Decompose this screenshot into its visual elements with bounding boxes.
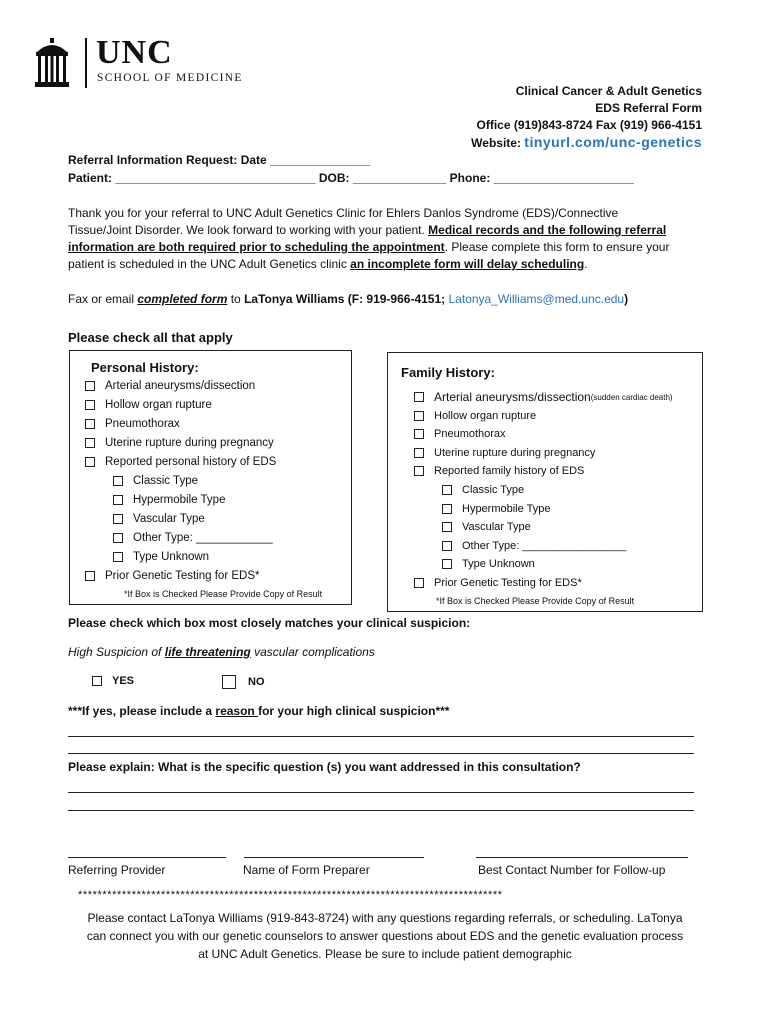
family-item-0[interactable] bbox=[414, 410, 536, 422]
checkbox[interactable] bbox=[113, 495, 123, 505]
checkbox[interactable] bbox=[414, 392, 424, 402]
family-item-3[interactable] bbox=[414, 465, 584, 477]
personal-prior-testing[interactable] bbox=[85, 570, 259, 582]
family-subitem-1-label: Hypermobile Type bbox=[462, 503, 551, 515]
family-prior-testing-label: Prior Genetic Testing for EDS* bbox=[434, 577, 582, 589]
checkbox[interactable] bbox=[442, 485, 452, 495]
family-item-arterial[interactable]: Arterial aneurysms/dissection (sudden cardiac death) bbox=[414, 390, 673, 404]
checkbox[interactable] bbox=[85, 400, 95, 410]
checkbox[interactable] bbox=[414, 429, 424, 439]
footer-line-3: at UNC Adult Genetics. Please be sure to include patient demographic bbox=[198, 947, 572, 961]
footer-line-1: Please contact LaTonya Williams (919-843-8724) with any questions regarding referrals, or scheduling. LaTonya bbox=[87, 911, 683, 925]
checkbox[interactable] bbox=[414, 448, 424, 458]
family-subitem-3[interactable] bbox=[442, 540, 626, 552]
footer-line-2: can connect you with our genetic counselors to answer questions about EDS and the genetic evaluation process bbox=[86, 929, 684, 943]
family-testing-note: *If Box is Checked Please Provide Copy of Result bbox=[436, 596, 635, 606]
personal-subitem-1-label: Hypermobile Type bbox=[133, 494, 226, 506]
personal-testing-note: *If Box is Checked Please Provide Copy of Result bbox=[124, 589, 323, 599]
personal-item-1-label: Hollow organ rupture bbox=[105, 399, 212, 411]
family-item-2-label: Uterine rupture during pregnancy bbox=[434, 447, 596, 459]
suspicion-yes-option[interactable]: YES bbox=[92, 675, 134, 687]
logo-divider bbox=[85, 38, 87, 88]
family-prior-testing[interactable] bbox=[414, 577, 582, 589]
family-subitem-4-label: Type Unknown bbox=[462, 558, 535, 570]
contact-email-link[interactable]: Latonya_Williams@med.unc.edu bbox=[448, 292, 625, 306]
checkbox[interactable] bbox=[442, 541, 452, 551]
check-all-heading: Please check all that apply bbox=[68, 330, 233, 345]
family-subitem-4[interactable] bbox=[442, 558, 535, 570]
logo-school-text: SCHOOL OF MEDICINE bbox=[97, 72, 243, 84]
checkbox[interactable] bbox=[442, 504, 452, 514]
personal-subitem-3[interactable] bbox=[113, 532, 273, 544]
form-preparer-label: Name of Form Preparer bbox=[243, 863, 370, 877]
personal-item-4[interactable] bbox=[85, 456, 276, 468]
checkbox[interactable] bbox=[414, 466, 424, 476]
checkbox[interactable] bbox=[85, 381, 95, 391]
suspicion-heading: Please check which box most closely matches your clinical suspicion: bbox=[68, 616, 471, 630]
patient-info-line[interactable]: Patient: ______________________________ DOB: ______________ Phone: _____________________ bbox=[68, 171, 634, 185]
checkbox[interactable] bbox=[85, 571, 95, 581]
personal-item-0[interactable] bbox=[85, 380, 255, 392]
family-subitem-1[interactable] bbox=[442, 503, 550, 515]
family-item-1[interactable] bbox=[414, 428, 506, 440]
personal-subitem-0-label: Classic Type bbox=[133, 475, 198, 487]
personal-item-1[interactable] bbox=[85, 399, 212, 411]
family-subitem-0-label: Classic Type bbox=[462, 484, 525, 496]
contact-number-label: Best Contact Number for Follow-up bbox=[478, 863, 666, 877]
personal-item-3[interactable] bbox=[85, 437, 274, 449]
referring-provider-line[interactable] bbox=[68, 857, 226, 858]
personal-history-title: Personal History: bbox=[91, 360, 199, 375]
family-subitem-2[interactable] bbox=[442, 521, 531, 533]
checkbox[interactable] bbox=[85, 438, 95, 448]
personal-subitem-4-label: Type Unknown bbox=[133, 551, 210, 563]
checkbox[interactable] bbox=[113, 476, 123, 486]
personal-item-4-label: Reported personal history of EDS bbox=[105, 456, 277, 468]
checkbox[interactable] bbox=[414, 578, 424, 588]
checkbox[interactable] bbox=[85, 419, 95, 429]
personal-prior-testing-label: Prior Genetic Testing for EDS* bbox=[105, 570, 260, 582]
reason-answer-line-2[interactable] bbox=[68, 753, 694, 754]
personal-subitem-4[interactable] bbox=[113, 551, 209, 563]
family-item-3-label: Reported family history of EDS bbox=[434, 465, 585, 477]
personal-item-0-label: Arterial aneurysms/dissection bbox=[105, 380, 256, 392]
checkbox[interactable] bbox=[113, 533, 123, 543]
family-item-0-label: Hollow organ rupture bbox=[434, 410, 537, 422]
footer-text bbox=[50, 909, 720, 963]
explain-answer-line-1[interactable] bbox=[68, 792, 694, 793]
intro-line-2: Tissue/Joint Disorder. We look forward to working with your patient. Medical records and the following referral bbox=[68, 223, 667, 237]
checkbox[interactable] bbox=[113, 514, 123, 524]
personal-item-2-label: Pneumothorax bbox=[105, 418, 180, 430]
family-item-1-label: Pneumothorax bbox=[434, 428, 506, 440]
form-preparer-line[interactable] bbox=[244, 857, 424, 858]
family-subitem-0[interactable] bbox=[442, 484, 524, 496]
intro-line-4: patient is scheduled in the UNC Adult Genetics clinic an incomplete form will delay scheduling. bbox=[68, 257, 588, 271]
checkbox[interactable] bbox=[442, 559, 452, 569]
personal-item-3-label: Uterine rupture during pregnancy bbox=[105, 437, 274, 449]
checkbox[interactable] bbox=[414, 411, 424, 421]
personal-item-2[interactable] bbox=[85, 418, 180, 430]
personal-subitem-2[interactable] bbox=[113, 513, 205, 525]
high-suspicion-label: High Suspicion of life threatening vascular complications bbox=[68, 645, 375, 659]
header-office-fax: Office (919)843-8724 Fax (919) 966-4151 bbox=[476, 118, 702, 132]
no-checkbox[interactable] bbox=[222, 675, 236, 689]
checkbox[interactable] bbox=[85, 457, 95, 467]
personal-subitem-0[interactable] bbox=[113, 475, 198, 487]
intro-line-3: information are both required prior to scheduling the appointment. Please complete this form to ensure your bbox=[68, 240, 670, 254]
yes-checkbox[interactable] bbox=[92, 676, 102, 686]
header-form-title: EDS Referral Form bbox=[595, 101, 702, 115]
reason-instructions: ***If yes, please include a reason for your high clinical suspicion*** bbox=[68, 704, 450, 718]
family-subitem-3-label: Other Type: _________________ bbox=[462, 540, 627, 552]
checkbox[interactable] bbox=[113, 552, 123, 562]
contact-number-line[interactable] bbox=[476, 857, 688, 858]
website-link[interactable]: tinyurl.com/unc-genetics bbox=[524, 134, 702, 150]
explain-question: Please explain: What is the specific question (s) you want addressed in this consultation? bbox=[68, 760, 581, 774]
header-clinic-name: Clinical Cancer & Adult Genetics bbox=[515, 84, 702, 98]
family-subitem-2-label: Vascular Type bbox=[462, 521, 531, 533]
family-item-2[interactable] bbox=[414, 447, 595, 459]
explain-answer-line-2[interactable] bbox=[68, 810, 694, 811]
unc-old-well-logo-icon bbox=[33, 38, 71, 88]
intro-line-1: Thank you for your referral to UNC Adult Genetics Clinic for Ehlers Danlos Syndrome (EDS)/Connective bbox=[68, 206, 619, 220]
family-history-title: Family History: bbox=[401, 365, 495, 380]
personal-subitem-3-label: Other Type: ____________ bbox=[133, 532, 273, 544]
referral-date-line[interactable]: Referral Information Request: Date _______________ bbox=[68, 153, 371, 167]
suspicion-no-option[interactable]: NO bbox=[222, 675, 265, 689]
fax-email-instructions: Fax or email completed form to LaTonya Williams (F: 919-966-4151; Latonya_Williams@med.unc.edu) bbox=[68, 292, 629, 306]
logo-unc-text: UNC bbox=[96, 34, 173, 71]
personal-subitem-2-label: Vascular Type bbox=[133, 513, 205, 525]
checkbox[interactable] bbox=[442, 522, 452, 532]
reason-answer-line-1[interactable] bbox=[68, 736, 694, 737]
referring-provider-label: Referring Provider bbox=[68, 863, 166, 877]
website-label: Website: bbox=[471, 136, 525, 150]
stars-divider: *************************************************************************************** bbox=[78, 889, 503, 901]
personal-subitem-1[interactable] bbox=[113, 494, 225, 506]
header-website bbox=[471, 134, 702, 150]
